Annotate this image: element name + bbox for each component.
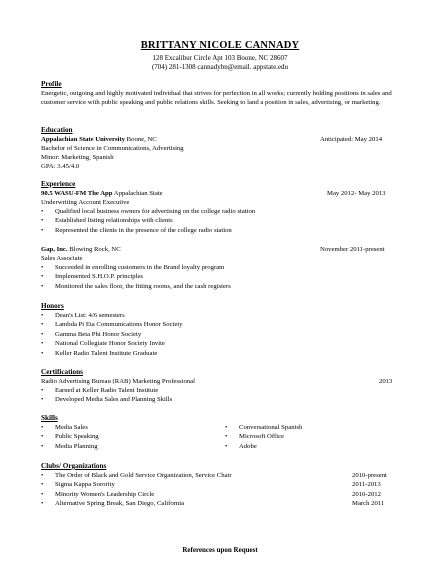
school-location: Boone, NC	[124, 136, 157, 143]
education-school-line	[41, 135, 157, 144]
job-1-title: Underwriting Account Executive	[41, 199, 130, 206]
certifications-list	[41, 386, 172, 405]
list-item: • National Collegiate Honor Society Invite	[41, 339, 183, 348]
phone-email: (704) 281-1308 cannadybn@email. appstate.edu	[151, 63, 289, 71]
list-item: • Lambda Pi Eta Communications Honor Society	[41, 320, 183, 329]
list-item: • Media Planning	[41, 442, 99, 451]
honors-heading: Honors	[41, 302, 64, 310]
list-item: • Implemented S.H.O.P. principles	[41, 272, 231, 281]
list-item: • Microsoft Office	[225, 432, 302, 441]
certification-date: 2013	[379, 378, 393, 385]
clubs-heading: Clubs/ Organizations	[41, 462, 107, 470]
club-date: 2011-2013	[352, 481, 381, 489]
resume-name: BRITTANY NICOLE CANNADY	[140, 40, 300, 51]
list-item: • Sigma Kappa Sorority	[41, 480, 232, 489]
experience-heading: Experience	[41, 180, 76, 188]
list-item: • Monitored the sales floor, the fitting rooms, and the cash registers	[41, 282, 231, 291]
list-item: • Alternative Spring Break, San Diego, California	[41, 499, 232, 508]
list-item: • Represented the clients in the presence of the college radio station	[41, 226, 255, 235]
education-gpa: GPA: 3.45/4.0	[41, 163, 80, 170]
job-2-org: Gap, Inc.	[41, 246, 68, 253]
list-item: • Conversational Spanish	[225, 423, 302, 432]
list-item: • Developed Media Sales and Planning Skills	[41, 395, 172, 404]
job-2-org-line	[41, 245, 121, 254]
profile-heading: Profile	[41, 80, 62, 88]
list-item: • Established listing relationships with clients	[41, 216, 255, 225]
clubs-list	[41, 471, 232, 509]
education-date: Anticipated: May 2014	[320, 136, 383, 143]
job-2-title: Sales Associate	[41, 255, 83, 262]
list-item: • Public Speaking	[41, 432, 99, 441]
club-date: March 2011	[352, 500, 385, 508]
honors-list	[41, 311, 183, 358]
job-2-location: Blowing Rock, NC	[67, 246, 121, 253]
list-item: • Media Sales	[41, 423, 99, 432]
clubs-dates	[352, 471, 387, 509]
list-item: • The Order of Black and Gold Service Organization, Service Chair	[41, 471, 232, 480]
list-item: • Succeeded in enrolling customers in the Brand loyalty program	[41, 263, 231, 272]
education-degree: Bachelor of Science in Communications, Advertising	[41, 145, 184, 152]
list-item: • Earned at Keller Radio Talent Institute	[41, 386, 172, 395]
skills-left-list	[41, 423, 99, 451]
references-note: References upon Request	[182, 546, 258, 554]
education-heading: Education	[41, 126, 73, 134]
list-item: • Qualified local business owners for advertising on the college radio station	[41, 207, 255, 216]
address: 128 Excalibur Circle Apt 103 Boone, NC 28607	[152, 54, 288, 62]
club-date: 2010-present	[352, 472, 387, 479]
profile-text: Energetic, outgoing and highly motivated individual that strives for perfection in all works; currently holding positions in sales and customer service with public speaking and public relations skills. Seeking to land a position in sales, advertising, or marketing.	[41, 90, 392, 106]
job-1-org-line	[41, 189, 163, 198]
job-1-bullets	[41, 207, 255, 235]
job-1-date: May 2012- May 2013	[327, 190, 386, 197]
list-item: • Dean's List: 4/6 semesters	[41, 311, 183, 320]
certification-title: Radio Advertising Bureau (RAB) Marketing Professional	[41, 378, 195, 385]
certifications-heading: Certifications	[41, 368, 83, 376]
education-minor: Minor: Marketing, Spanish	[41, 154, 114, 161]
club-date: 2010-2012	[352, 490, 381, 498]
list-item: • Gamma Beta Phi Honor Society	[41, 330, 183, 339]
school-name: Appalachian State University	[41, 136, 125, 143]
list-item: • Adobe	[225, 442, 302, 451]
job-1-org: 90.5 WASU-FM The App	[41, 190, 113, 197]
job-2-date: November 2011-present	[320, 246, 385, 253]
skills-right-list	[225, 423, 302, 451]
skills-heading: Skills	[41, 414, 58, 422]
list-item: • Keller Radio Talent Institute Graduate	[41, 349, 183, 358]
job-1-location: Appalachian State	[112, 190, 163, 197]
job-2-bullets	[41, 263, 231, 291]
list-item: • Minority Women's Leadership Circle	[41, 490, 232, 499]
